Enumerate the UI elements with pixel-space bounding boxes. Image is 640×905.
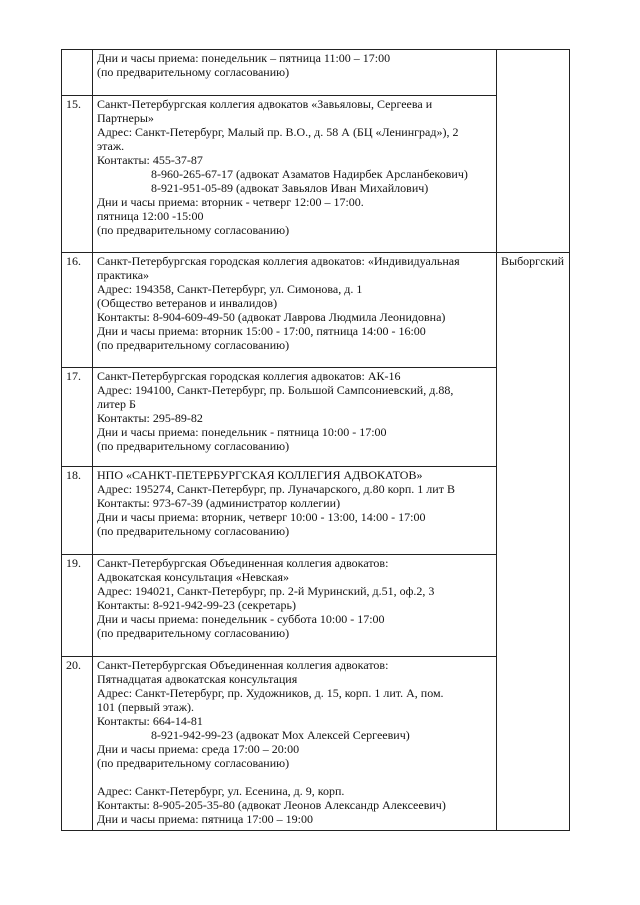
info-line: Адрес: 194021, Санкт-Петербург, пр. 2-й Муринский, д.51, оф.2, 3 [97, 584, 435, 598]
district-cell: Выборгский [497, 253, 570, 831]
row-info [93, 253, 497, 368]
info-line: Санкт-Петербургская Объединенная коллегия адвокатов: [97, 658, 389, 672]
info-line: Адвокатская консультация «Невская» [97, 570, 290, 584]
info-line: Пятнадцатая адвокатская консультация [97, 672, 298, 686]
info-line: (по предварительному согласованию) [97, 626, 290, 640]
info-line: Контакты: 8-905-205-35-80 (адвокат Леонов Александр Алексеевич) [97, 798, 446, 812]
row-number: 19. [62, 555, 93, 657]
info-line: (по предварительному согласованию) [97, 338, 290, 352]
table-row [62, 96, 570, 253]
info-line: Санкт-Петербургская городская коллегия адвокатов: «Индивидуальная [97, 254, 460, 268]
info-line: Адрес: 194358, Санкт-Петербург, ул. Симонова, д. 1 [97, 282, 363, 296]
info-line: Адрес: 195274, Санкт-Петербург, пр. Луначарского, д.80 корп. 1 лит В [97, 482, 455, 496]
row-number [62, 50, 93, 96]
info-line: Контакты: 8-921-942-99-23 (секретарь) [97, 598, 296, 612]
row-number: 15. [62, 96, 93, 253]
info-line: (по предварительному согласованию) [97, 756, 290, 770]
table-row [62, 555, 570, 657]
row-info [93, 467, 497, 555]
info-line: Адрес: Санкт-Петербург, Малый пр. В.О., д. 58 А (БЦ «Ленинград»), 2 [97, 125, 459, 139]
info-line: (по предварительному согласованию) [97, 65, 290, 79]
table-row [62, 253, 570, 368]
info-line: 8-921-942-99-23 (адвокат Мох Алексей Сергеевич) [151, 728, 410, 742]
info-line: Дни и часы приема: среда 17:00 – 20:00 [97, 742, 300, 756]
table-row [62, 467, 570, 555]
info-line: 8-960-265-67-17 (адвокат Азаматов Надирбек Арсланбекович) [151, 167, 468, 181]
info-line: Дни и часы приема: вторник, четверг 10:00 - 13:00, 14:00 - 17:00 [97, 510, 426, 524]
info-line: Дни и часы приема: понедельник – пятница 11:00 – 17:00 [97, 51, 391, 65]
info-line: НПО «САНКТ-ПЕТЕРБУРГСКАЯ КОЛЛЕГИЯ АДВОКАТОВ» [97, 468, 423, 482]
info-line: Контакты: 973-67-39 (администратор коллегии) [97, 496, 341, 510]
row-number: 18. [62, 467, 93, 555]
district-cell [497, 50, 570, 253]
table-row [62, 657, 570, 831]
info-line: Контакты: 455-37-87 [97, 153, 203, 167]
lawyers-register-table [61, 49, 570, 831]
info-line: Адрес: 194100, Санкт-Петербург, пр. Большой Сампсониевский, д.88, [97, 383, 454, 397]
info-line: 8-921-951-05-89 (адвокат Завьялов Иван Михайлович) [151, 181, 429, 195]
info-line: Санкт-Петербургская коллегия адвокатов «Завьяловы, Сергеева и [97, 97, 433, 111]
info-line: Санкт-Петербургская Объединенная коллегия адвокатов: [97, 556, 389, 570]
info-line: Дни и часы приема: понедельник - суббота 10:00 - 17:00 [97, 612, 385, 626]
info-line: Дни и часы приема: понедельник - пятница 10:00 - 17:00 [97, 425, 387, 439]
table-row [62, 50, 570, 96]
row-number: 17. [62, 368, 93, 467]
info-line: этаж. [97, 139, 125, 153]
info-line: Контакты: 8-904-609-49-50 (адвокат Лаврова Людмила Леонидовна) [97, 310, 446, 324]
info-line: (по предварительному согласованию) [97, 439, 290, 453]
row-number: 16. [62, 253, 93, 368]
row-number: 20. [62, 657, 93, 831]
info-line: (по предварительному согласованию) [97, 223, 290, 237]
row-info [93, 657, 497, 831]
info-line: Дни и часы приема: вторник - четверг 12:00 – 17:00. [97, 195, 364, 209]
info-line-blank [97, 770, 493, 784]
info-line: (по предварительному согласованию) [97, 524, 290, 538]
info-line: Адрес: Санкт-Петербург, пр. Художников, д. 15, корп. 1 лит. А, пом. [97, 686, 444, 700]
info-line: Дни и часы приема: вторник 15:00 - 17:00, пятница 14:00 - 16:00 [97, 324, 426, 338]
info-line: Дни и часы приема: пятница 17:00 – 19:00 [97, 812, 313, 826]
info-line: Санкт-Петербургская городская коллегия адвокатов: АК-16 [97, 369, 401, 383]
info-line: Контакты: 295-89-82 [97, 411, 203, 425]
info-line: Контакты: 664-14-81 [97, 714, 203, 728]
info-line: пятница 12:00 -15:00 [97, 209, 204, 223]
row-info [93, 555, 497, 657]
info-line: Адрес: Санкт-Петербург, ул. Есенина, д. 9, корп. [97, 784, 345, 798]
table-row [62, 368, 570, 467]
row-info [93, 96, 497, 253]
row-info [93, 50, 497, 96]
info-line: Партнеры» [97, 111, 154, 125]
info-line: 101 (первый этаж). [97, 700, 195, 714]
info-line: литер Б [97, 397, 136, 411]
row-info [93, 368, 497, 467]
info-line: практика» [97, 268, 150, 282]
info-line: (Общество ветеранов и инвалидов) [97, 296, 278, 310]
